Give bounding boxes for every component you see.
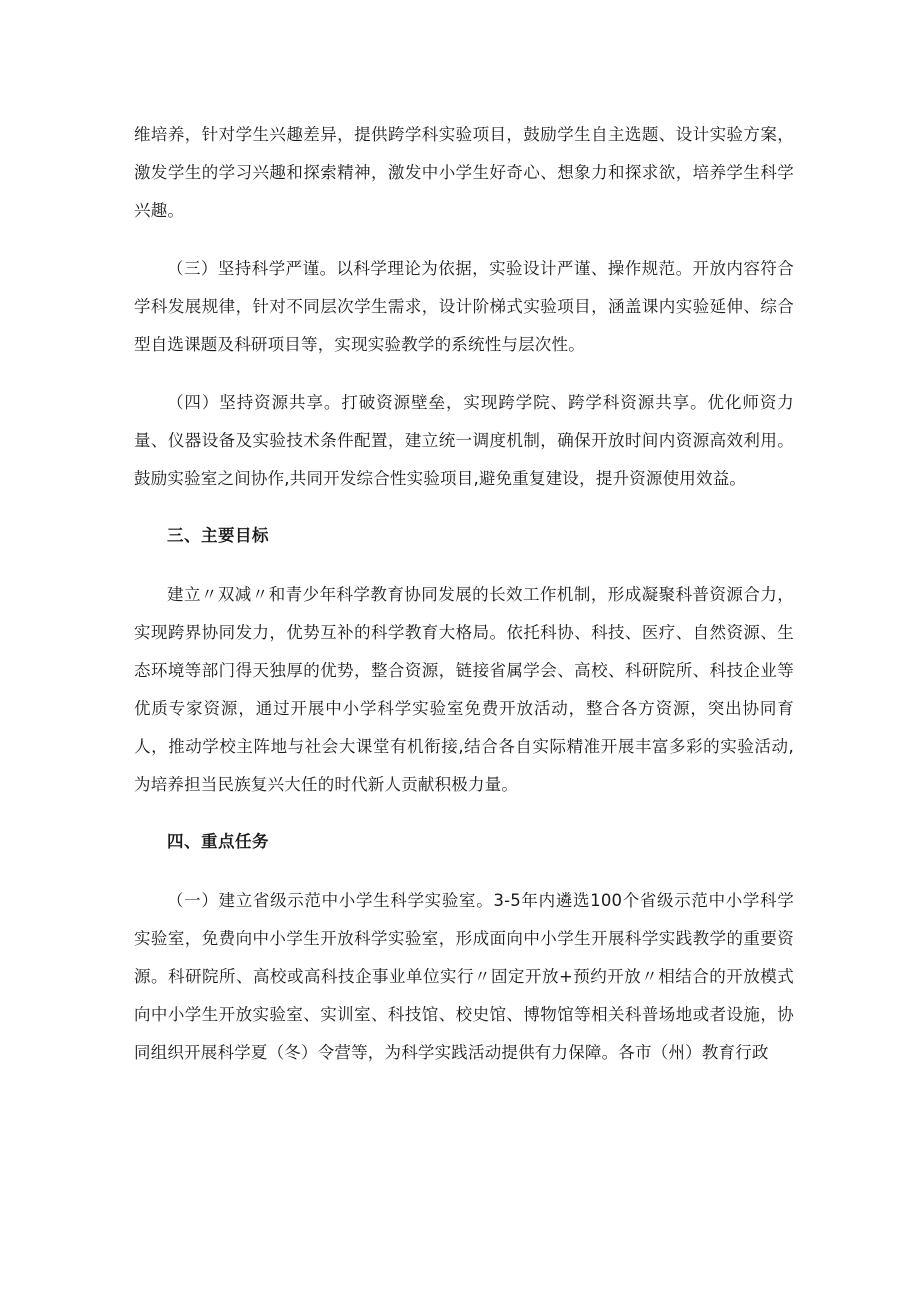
section-heading-main-goals: 三、主要目标 (167, 526, 269, 545)
paragraph-principle-four: （四）坚持资源共享。打破资源壁垒，实现跨学院、跨学科资源共享。优化师资力量、仪器设备及实验技术条件配置，建立统一调度机制，确保开放时间内资源高效利用。鼓励实验室之间协作,共同开发综合性实验项目,避免重复建设，提升资源使用效益。 (134, 393, 794, 488)
paragraph-principle-three: （三）坚持科学严谨。以科学理论为依据，实验设计严谨、操作规范。开放内容符合学科发展规律，针对不同层次学生需求，设计阶梯式实验项目，涵盖课内实验延伸、综合型自选课题及科研项目等，实现实验教学的系统性与层次性。 (134, 259, 794, 354)
paragraph-main-goals: 建立〃双减〃和青少年科学教育协同发展的长效工作机制，形成凝聚科普资源合力，实现跨界协同发力，优势互补的科学教育大格局。依托科协、科技、医疗、自然资源、生态环境等部门得天独厚的优势，整合资源，链接省属学会、高校、科研院所、科技企业等优质专家资源，通过开展中小学科学实验室免费开放活动，整合各方资源，突出协同育人，推动学校主阵地与社会大课堂有机衔接,结合各自实际精准开展丰富多彩的实验活动,为培养担当民族复兴大任的时代新人贡献积极力量。 (134, 585, 794, 794)
paragraph-key-task-one: （一）建立省级示范中小学生科学实验室。3-5年内遴选100个省级示范中小学科学实验室，免费向中小学生开放科学实验室，形成面向中小学生开展科学实践教学的重要资源。科研院所、高校或高科技企事业单位实行〃固定开放+预约开放〃相结合的开放模式向中小学生开放实验室、实训室、科技馆、校史馆、博物馆等相关科普场地或者设施，协同组织开展科学夏（冬）令营等，为科学实践活动提供有力保障。各市（州）教育行政 (134, 891, 794, 1062)
paragraph-continuation: 维培养，针对学生兴趣差异，提供跨学科实验项目，鼓励学生自主选题、设计实验方案，激发学生的学习兴趣和探索精神，激发中小学生好奇心、想象力和探求欲，培养学生科学兴趣。 (134, 125, 794, 220)
section-heading-key-tasks: 四、重点任务 (167, 832, 269, 851)
